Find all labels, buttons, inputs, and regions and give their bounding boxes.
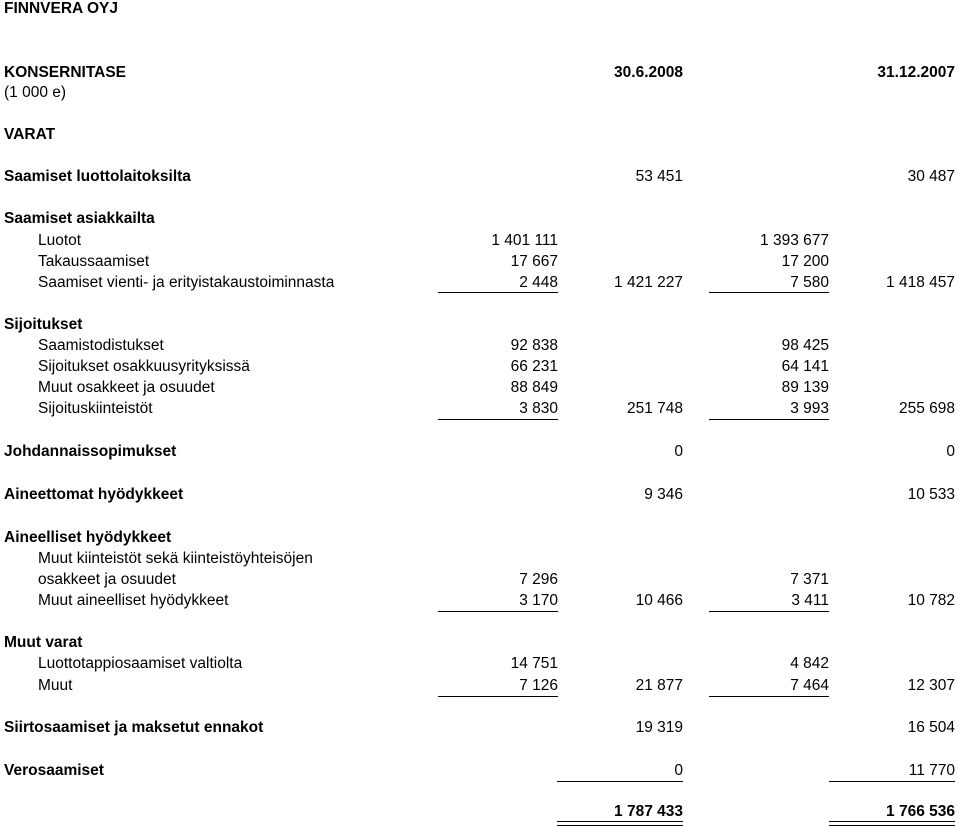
group-heading: Saamiset asiakkailta [4, 210, 155, 227]
value-2008: 3 170 [519, 592, 558, 609]
double-underline [829, 821, 955, 822]
value-2008: 7 126 [519, 677, 558, 694]
value-2007: 7 371 [790, 571, 829, 588]
section-assets: VARAT [4, 126, 56, 143]
underline [438, 696, 558, 697]
value-2008: 3 830 [519, 400, 558, 417]
unit-label: (1 000 e) [4, 84, 67, 101]
underline [709, 292, 829, 293]
total-2008: 10 466 [635, 592, 683, 609]
value-2007: 64 141 [781, 358, 829, 375]
value-2008: 88 849 [510, 379, 558, 396]
underline [438, 419, 558, 420]
total-2007: 255 698 [898, 400, 955, 417]
total-2008: 0 [674, 443, 683, 460]
double-underline [829, 825, 955, 826]
value-2008: 17 667 [510, 253, 558, 270]
total-2008: 0 [674, 762, 683, 779]
row-label: Luottotappiosaamiset valtiolta [38, 655, 243, 672]
statement-title: KONSERNITASE [4, 64, 127, 81]
total-2007: 10 533 [907, 486, 955, 503]
period-2007-heading: 31.12.2007 [877, 64, 955, 81]
value-2008: 92 838 [510, 337, 558, 354]
value-2008: 14 751 [510, 655, 558, 672]
period-2008-heading: 30.6.2008 [614, 64, 683, 81]
total-2007: 12 307 [907, 677, 955, 694]
underline [709, 419, 829, 420]
value-2008: 1 401 111 [491, 232, 558, 249]
value-2007: 98 425 [781, 337, 829, 354]
total-2007: 30 487 [907, 168, 955, 185]
underline [709, 611, 829, 612]
total-2008: 9 346 [644, 486, 683, 503]
row-label: Takaussaamiset [38, 253, 150, 270]
underline [557, 781, 683, 782]
row-label: Verosaamiset [4, 762, 104, 779]
grand-total-2007: 1 766 536 [886, 803, 955, 820]
row-label: Saamiset vienti- ja erityistakaustoiminnasta [38, 274, 335, 291]
value-2007: 3 411 [791, 592, 829, 609]
underline [829, 781, 955, 782]
value-2008: 7 296 [519, 571, 558, 588]
value-2007: 7 464 [790, 677, 829, 694]
row-label: Muut kiinteistöt sekä kiinteistöyhteisöjen [38, 550, 313, 567]
group-heading: Sijoitukset [4, 316, 83, 333]
value-2007: 7 580 [790, 274, 829, 291]
total-2007: 10 782 [907, 592, 955, 609]
double-underline [557, 821, 683, 822]
total-2007: 0 [946, 443, 955, 460]
row-label: Muut osakkeet ja osuudet [38, 379, 215, 396]
total-2007: 16 504 [907, 719, 955, 736]
row-label: Sijoitukset osakkuusyrityksissä [38, 358, 250, 375]
value-2007: 17 200 [781, 253, 829, 270]
value-2007: 4 842 [790, 655, 829, 672]
grand-total-2008: 1 787 433 [614, 803, 683, 820]
row-label: osakkeet ja osuudet [38, 571, 176, 588]
row-label: Saamiset luottolaitoksilta [4, 168, 191, 185]
total-2008: 19 319 [635, 719, 683, 736]
total-2008: 1 421 227 [614, 274, 683, 291]
total-2008: 53 451 [635, 168, 683, 185]
company-name: FINNVERA OYJ [4, 0, 118, 17]
row-label: Aineettomat hyödykkeet [4, 486, 184, 503]
total-2008: 21 877 [635, 677, 683, 694]
row-label: Siirtosaamiset ja maksetut ennakot [4, 719, 264, 736]
value-2007: 1 393 677 [760, 232, 829, 249]
value-2007: 89 139 [781, 379, 829, 396]
value-2007: 3 993 [790, 400, 829, 417]
row-label: Johdannaissopimukset [4, 443, 177, 460]
group-heading: Aineelliset hyödykkeet [4, 529, 172, 546]
total-2008: 251 748 [626, 400, 683, 417]
double-underline [557, 825, 683, 826]
value-2008: 2 448 [519, 274, 558, 291]
underline [438, 611, 558, 612]
group-heading: Muut varat [4, 634, 83, 651]
underline [438, 292, 558, 293]
value-2008: 66 231 [510, 358, 558, 375]
row-label: Muut aineelliset hyödykkeet [38, 592, 229, 609]
underline [709, 696, 829, 697]
total-2007: 1 418 457 [886, 274, 955, 291]
row-label: Sijoituskiinteistöt [38, 400, 153, 417]
total-2007: 11 770 [908, 762, 955, 779]
row-label: Muut [38, 677, 73, 694]
row-label: Luotot [38, 232, 82, 249]
row-label: Saamistodistukset [38, 337, 164, 354]
